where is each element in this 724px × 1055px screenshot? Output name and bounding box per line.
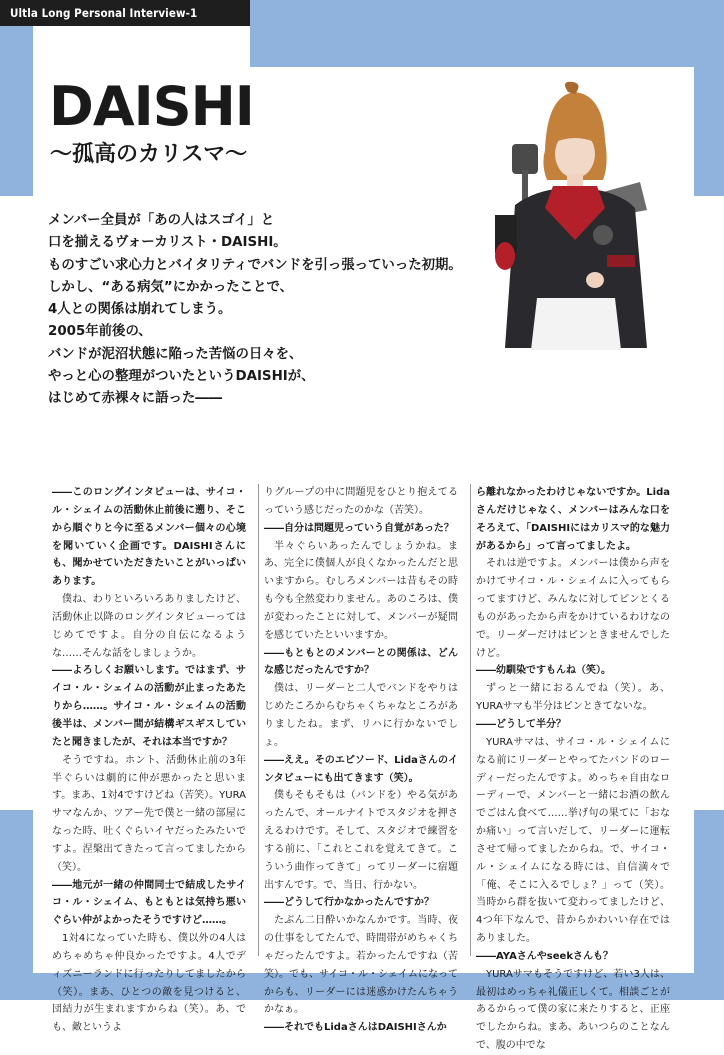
header-bar <box>0 0 724 26</box>
interview-answer: YURAサマもそうですけど、若い3人は、最初はめっちゃ礼儀正しくて。相談ごとがあるからって僕の家に来たりすると、正座でしたからね。まあ、あいつらのことなんで、腹の中でな <box>476 968 670 1052</box>
interview-question: ――もともとのメンバーとの関係は、どんな感じだったんですか？ <box>264 647 458 677</box>
header-label-block <box>0 0 250 26</box>
lead-line: メンバー全員が「あの人はスゴイ」と <box>48 213 275 228</box>
left-band-bottom <box>0 810 33 1000</box>
interview-answer: りグループの中に問題児をひとり抱えてるっていう感じだったのかな（苦笑）。 <box>264 487 458 516</box>
body-column-2 <box>264 484 458 1034</box>
interview-answer: 僕ね、わりといろいろありましたけど、活動休止以降のロングインタビューってはじめてですよ。自分の自伝になるような……そんな話をしましょうか。 <box>52 594 246 659</box>
body-column-3 <box>476 484 670 1052</box>
lead-line: やっと心の整理がついたというDAISHIが、 <box>48 369 315 385</box>
interview-question: ――それでもLidaさんはDAISHIさんか <box>264 1022 447 1034</box>
interview-question: ――ええ。そのエピソード、Lidaさんのインタビューにも出てきます（笑）。 <box>264 754 458 784</box>
hammer-head <box>512 144 538 174</box>
neck <box>567 174 583 188</box>
lead-line: バンドが泥沼状態に陥った苦悩の日々を、 <box>48 346 303 362</box>
portrait-illustration <box>475 80 681 350</box>
right-hand <box>586 272 604 288</box>
interview-question: ――地元が一緒の仲間同士で結成したサイコ・ル・シェイム、もともとは気持ち悪いぐらい仲がよかったそうですけど……。 <box>52 879 246 927</box>
portrait-photo <box>475 80 681 350</box>
column-rule-1 <box>258 484 259 956</box>
hair-top <box>565 82 579 94</box>
interview-answer: それは逆ですよ。メンバーは僕から声をかけてサイコ・ル・シェイムに入ってもらってますけど、みんなに対してピンとくるものがあったから声をかけているわけなので。リーダーだけはピンときませんでしたけど。 <box>476 558 670 659</box>
lead-line: はじめて赤裸々に語った―― <box>48 391 223 407</box>
top-band <box>250 26 694 67</box>
interview-answer: 1対4になっていた時も、僕以外の4人はめちゃめちゃ仲良かったですよ。4人でディズニーランドに行ったりしてましたから（笑）。まあ、ひとつの敵を見つけると、団結力が生まれますからね（笑）。あ、でも、敵というよ <box>52 933 246 1034</box>
interview-question: ――どうして半分？ <box>476 718 566 730</box>
white-hakama <box>531 298 621 350</box>
interview-answer: ずっと一緒におるんでね（笑）。あ、YURAサマも半分はピンときてないな。 <box>476 683 670 713</box>
left-band-top <box>0 26 33 196</box>
interview-question: ――よろしくお願いします。ではまず、サイコ・ル・シェイムの活動が止まったあたりから……。サイコ・ル・シェイムの活動後半は、メンバー間が結構ギスギスしていたと聞きましたが、それは本当ですか？ <box>52 665 246 748</box>
sleeve-trim <box>607 255 635 267</box>
lead-line: 口を揃えるヴォーカリスト・DAISHI。 <box>48 235 287 251</box>
interview-answer: そうですね。ホント、活動休止前の3年半ぐらいは劇的に仲が悪かったと思います。まあ、1対4ですけどね（苦笑）。YURAサマなんか、ツアー先で僕と一緒の部屋になった時、吐くぐらいイヤだったみたいですよ。涅槃出てきたって言ってましたから（笑）。 <box>52 754 246 873</box>
interview-question: ――このロングインタビューは、サイコ・ル・シェイムの活動休止前後に遡り、そこから順ぐりと今に至るメンバー個々の心境を聞いていく企画です。DAISHIさんにも、聞かせていただきたいことがいっぱいあります。 <box>52 487 246 588</box>
body-column-1 <box>52 484 246 1034</box>
lead-line: 4人との関係は崩れてしまう。 <box>48 302 232 318</box>
article-subtitle: 〜孤高のカリスマ〜 <box>50 142 248 167</box>
interview-answer: YURAサマは、サイコ・ル・シェイムになる前にリーダーとやってたバンドのローディーだったんですよ。めっちゃ自由なローディーで、メンバーと一緒にお酒の飲んでごはん食べて……挙げ句の果てに「おなか痛い」って言いだして、リーダーに運転させて帰ってましたからね。で、サイコ・ル・シェイムになる時には、自信満々で「俺、そこに入るでしょ？」って（笑）。当時から群を抜いて変わってましたけど、4つ年下なんで、昔からかわいい存在ではありました。 <box>476 736 670 945</box>
interview-answer: 半々ぐらいあったんでしょうかね。まあ、完全に僕個人が良くなかったんだと思いますから。むしろメンバーは昔もその時も今も全然変わりません。あのころは、僕が変わったことに対して、メンバーが疑問を感じていたといいますか。 <box>264 540 458 641</box>
interview-question: ら離れなかったわけじゃないですか。Lidaさんだけじゃなく、メンバーはみんな口をそろえて、「DAISHIにはカリスマ的な魅力があるから」って言ってましたよ。 <box>476 487 670 552</box>
column-rule-2 <box>470 484 471 956</box>
interview-answer: 僕は、リーダーと二人でバンドをやりはじめたころからむちゃくちゃなところがありましたね。まず、リハに行かないでしょ。 <box>264 683 458 748</box>
right-band-top <box>694 26 724 196</box>
article-title: DAISHI <box>49 75 254 138</box>
left-glove <box>495 242 515 270</box>
lead-line: 2005年前後の、 <box>48 324 152 340</box>
interview-question: ――AYAさんやseekさんも？ <box>476 950 613 962</box>
mask-ornament <box>593 225 613 245</box>
interview-answer: たぶん二日酔いかなんかです。当時、夜の仕事をしてたんで、時間帯がめちゃくちゃだったんですよ。若かったんですね（苦笑）。でも、サイコ・ル・シェイムになってからも、リーダーには迷惑かけたんちゃうかなぁ。 <box>264 915 458 1016</box>
series-label: Ultla Long Personal Interview-1 <box>10 6 198 20</box>
interview-question: ――自分は問題児っていう自覚があった？ <box>264 522 454 534</box>
interview-question: ――どうして行かなかったんですか？ <box>264 897 434 909</box>
interview-question: ――幼馴染ですもんね（笑）。 <box>476 665 611 677</box>
lead-line: ものすごい求心力とバイタリティでバンドを引っ張っていった初期。 <box>48 257 462 273</box>
lead-line: しかし、“ある病気”にかかったことで、 <box>48 279 293 295</box>
right-band-bottom <box>694 810 724 1000</box>
interview-answer: 僕もそもそもは（バンドを）やる気があったんで、オールナイトでスタジオを押さえるわけです。そして、スタジオで練習をする前に、「これとこれを覚えてきて。こういう曲作ってきて」ってリーダーに宿題出すんです。で、当日、行かない。 <box>264 790 458 891</box>
lead-paragraph <box>48 210 468 411</box>
